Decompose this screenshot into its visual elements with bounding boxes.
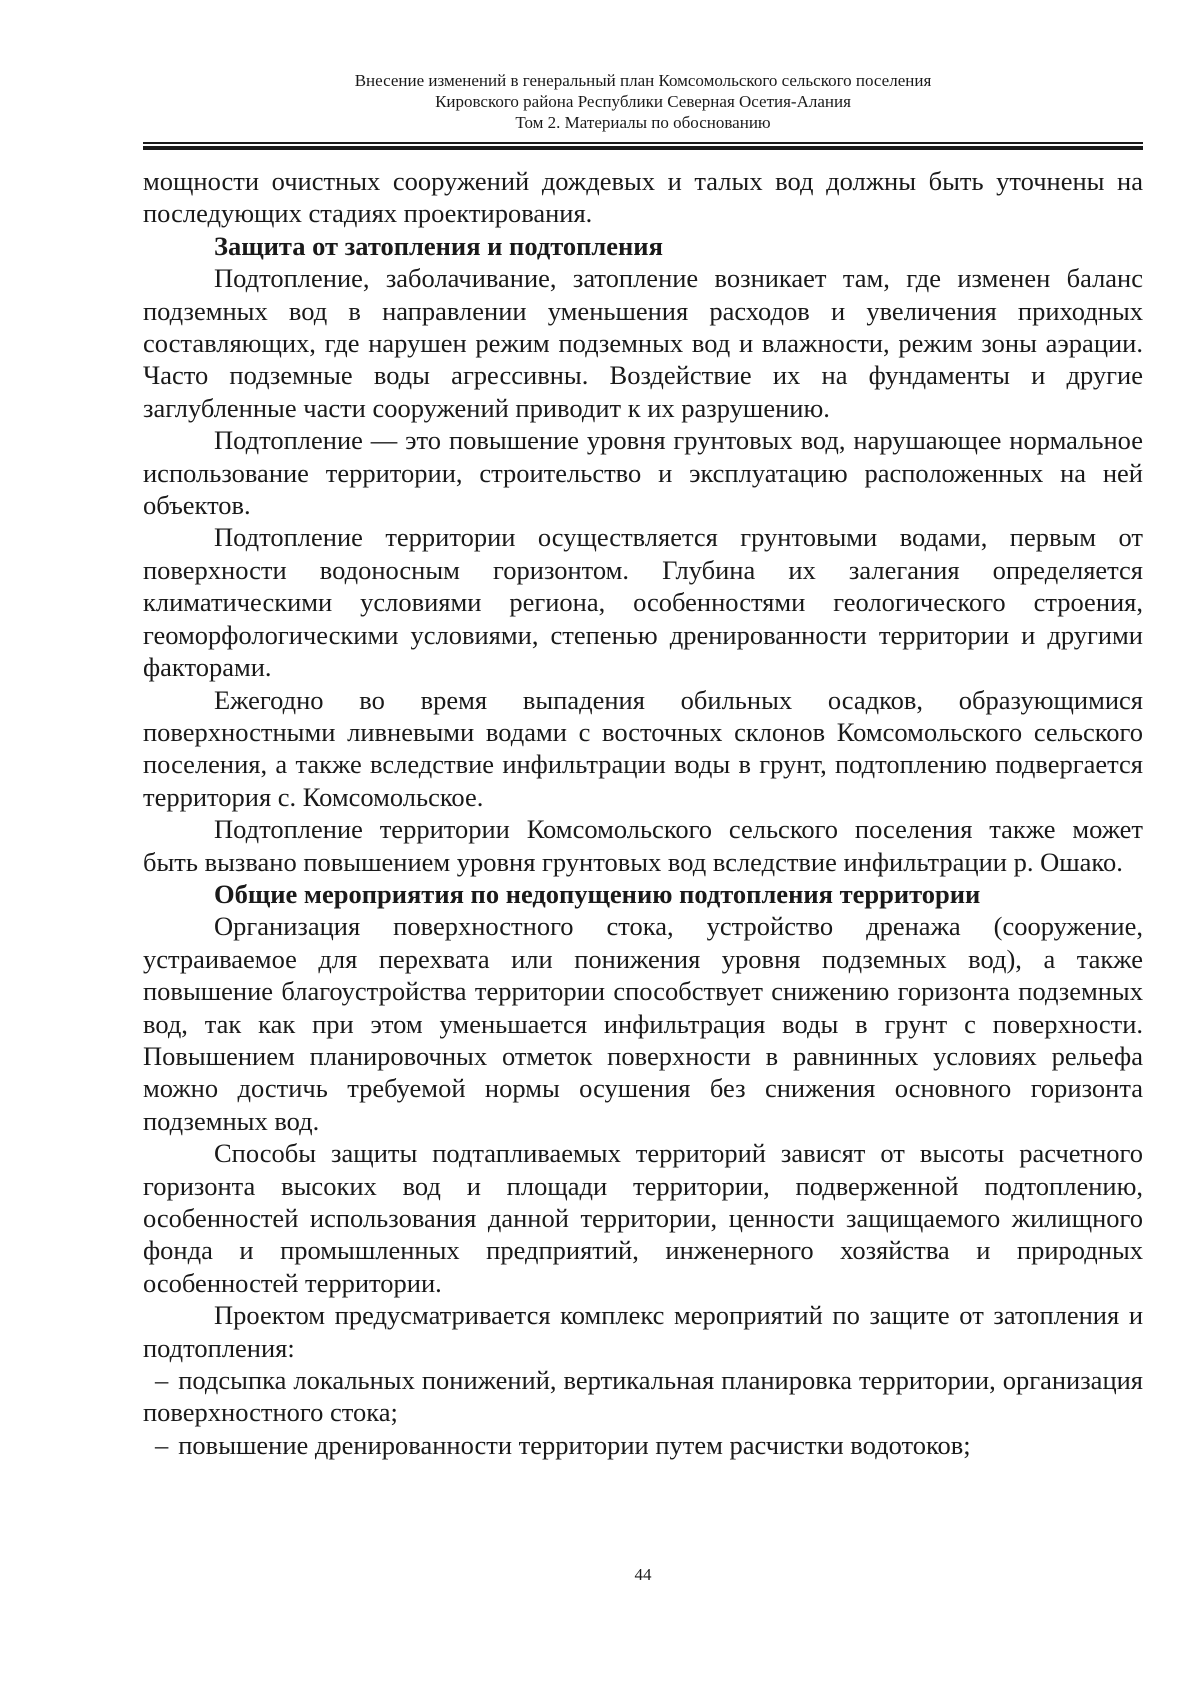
document-body (143, 165, 1143, 1461)
page-header (143, 70, 1143, 133)
paragraph-8: Проектом предусматривается комплекс мероприятий по защите от затопления и подтопления: (143, 1300, 1143, 1363)
paragraph-3: Подтопление территории осуществляется грунтовыми водами, первым от поверхности водоносным горизонтом. Глубина их залегания определяется климатическими условиями региона, особенностями геологического строения, геоморфологическими условиями, степенью дренированности территории и другими факторами. (143, 522, 1143, 683)
paragraph-1: Подтопление, заболачивание, затопление возникает там, где изменен баланс подземных вод в направлении уменьшения расходов и увеличения приходных составляющих, где нарушен режим подземных вод и влажности, режим зоны аэрации. Часто подземные воды агрессивны. Воздействие их на фундаменты и другие заглубленные части сооружений приводит к их разрушению. (143, 263, 1143, 423)
list-item-text: подсыпка локальных понижений, вертикальная планировка территории, организация поверхностного стока; (143, 1365, 1143, 1428)
list-item-text: повышение дренированности территории путем расчистки водотоков; (178, 1429, 971, 1460)
paragraph-6: Организация поверхностного стока, устройство дренажа (сооружение, устраиваемое для перехвата или понижения уровня подземных вод), а также повышение благоустройства территории способствует снижению горизонта подземных вод, так как при этом уменьшается инфильтрация воды в грунт с поверхности. Повышением планировочных отметок поверхности в равнинных условиях рельефа можно достичь требуемой нормы осушения без снижения основного горизонта подземных вод. (143, 911, 1143, 1136)
list-item (143, 1364, 1143, 1429)
paragraph-2: Подтопление — это повышение уровня грунтовых вод, нарушающее нормальное использование территории, строительство и эксплуатацию расположенных на ней объектов. (143, 425, 1143, 521)
paragraph-intro: мощности очистных сооружений дождевых и талых вод должны быть уточнены на последующих стадиях проектирования. (143, 166, 1143, 229)
section-heading-flood-protection: Защита от затопления и подтопления (214, 230, 663, 261)
header-rule-thick (143, 146, 1143, 150)
paragraph-4: Ежегодно во время выпадения обильных осадков, образующимися поверхностными ливневыми водами с восточных склонов Комсомольского сельского поселения, а также вследствие инфильтрации воды в грунт, подтоплению подвергается территория с. Комсомольское. (143, 684, 1143, 812)
list-dash: – (155, 1365, 169, 1396)
paragraph-7: Способы защиты подтапливаемых территорий зависят от высоты расчетного горизонта высоких вод и площади территории, подверженной подтоплению, особенностей использования данной территории, ценности защищаемого жилищного фонда и промышленных предприятий, инженерного хозяйства и природных особенностей территории. (143, 1138, 1143, 1298)
header-title-line3: Том 2. Материалы по обоснованию (515, 113, 771, 132)
header-title-line1: Внесение изменений в генеральный план Комсомольского сельского поселения (354, 71, 932, 90)
paragraph-5: Подтопление территории Комсомольского сельского поселения также может быть вызвано повышением уровня грунтовых вод вследствие инфильтрации р. Ошако. (143, 814, 1143, 877)
page-number: 44 (634, 1565, 652, 1584)
header-title-line2: Кировского района Республики Северная Осетия-Алания (435, 92, 851, 111)
header-rule-thin (143, 142, 1143, 144)
section-heading-general-measures: Общие мероприятия по недопущению подтопления территории (214, 878, 981, 909)
list-item (143, 1429, 1143, 1461)
list-dash: – (155, 1429, 169, 1460)
